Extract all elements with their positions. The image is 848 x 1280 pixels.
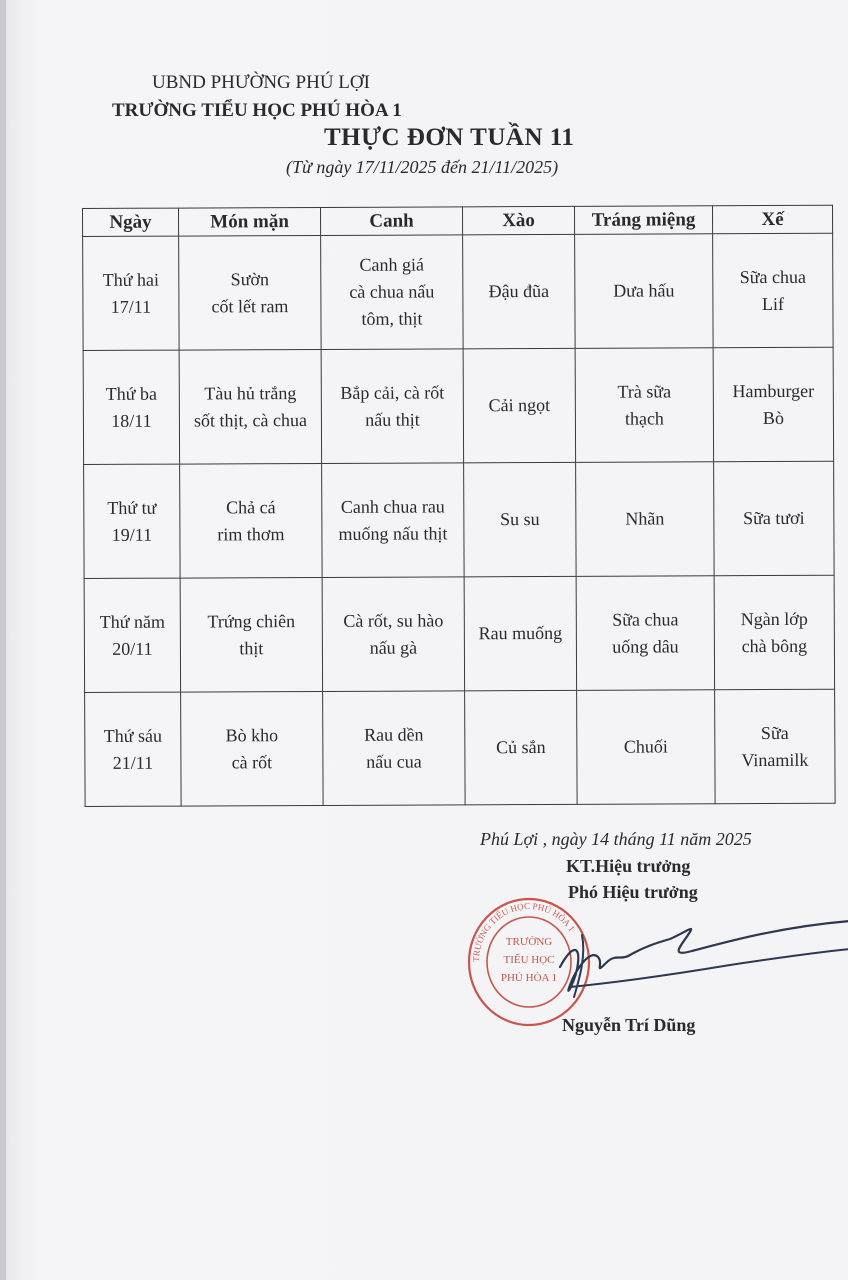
cell-text-line: Bò — [762, 407, 784, 428]
cell-text-line: Đậu đũa — [488, 280, 550, 302]
menu-cell — [321, 235, 463, 350]
table-row — [84, 461, 834, 578]
menu-cell — [713, 233, 833, 348]
cell-text-line: sốt thịt, cà chua — [193, 409, 307, 431]
cell-text-line: thạch — [624, 407, 664, 429]
page-edge-shadow — [0, 0, 6, 1280]
school-name: TRƯỜNG TIỂU HỌC PHÚ HÒA 1 — [112, 100, 402, 121]
cell-text-line: 20/11 — [112, 638, 153, 659]
menu-cell — [576, 462, 714, 577]
cell-text-line: cà chua nấu — [349, 281, 435, 302]
cell-text-line: nấu cua — [366, 751, 422, 772]
cell-text-line: uống dâu — [612, 635, 679, 657]
menu-cell — [463, 234, 575, 348]
column-header: Xế — [712, 205, 832, 234]
cell-text-line: Bò kho — [225, 724, 279, 745]
stamp-center-line: TRƯỜNG — [505, 936, 553, 948]
menu-cell — [715, 689, 835, 804]
cell-text-line: Sữa chua — [739, 266, 806, 287]
table-row — [85, 689, 835, 806]
cell-text-line: Cải ngọt — [488, 394, 551, 416]
cell-text-line: Rau dền — [364, 724, 424, 745]
menu-cell — [465, 690, 577, 804]
day-cell — [84, 464, 180, 578]
column-header: Tráng miệng — [574, 206, 712, 235]
cell-text-line: Sữa — [760, 722, 789, 743]
cell-text-line: Củ sắn — [496, 736, 546, 758]
cell-text-line: cà rốt — [231, 751, 273, 772]
menu-cell — [464, 576, 576, 690]
column-header: Xào — [462, 206, 574, 234]
table-row — [83, 347, 833, 464]
menu-cell — [714, 575, 834, 690]
table-header-row — [83, 205, 833, 236]
cell-text-line: Thứ năm — [99, 611, 165, 632]
cell-text-line: thịt — [239, 637, 264, 658]
cell-text-line: Ngàn lớp — [740, 608, 808, 629]
cell-text-line: Cà rốt, su hào — [343, 609, 444, 631]
cell-text-line: cốt lết ram — [211, 295, 289, 316]
signer-role-title: Phó Hiệu trưởng — [568, 882, 698, 902]
cell-text-line: Sữa chua — [612, 608, 679, 630]
table-row — [84, 575, 834, 692]
signer-name: Nguyễn Trí Dũng — [562, 1015, 696, 1035]
handwritten-signature — [520, 905, 848, 1015]
menu-cell — [576, 576, 714, 691]
table-body — [83, 233, 835, 806]
day-cell — [83, 236, 179, 350]
menu-cell — [714, 461, 834, 576]
menu-cell — [181, 691, 323, 806]
signer-role-acting: KT.Hiệu trưởng — [566, 856, 691, 876]
cell-text-line: nấu thịt — [365, 409, 420, 430]
cell-text-line: chà bông — [741, 635, 808, 656]
column-header: Món mặn — [179, 207, 321, 236]
cell-text-line: Canh giá — [359, 254, 425, 275]
stamp-center-line: PHÚ HÒA 1 — [500, 972, 558, 984]
menu-cell — [577, 690, 715, 805]
menu-cell — [463, 348, 575, 462]
cell-text-line: Bắp cải, cà rốt — [340, 381, 445, 403]
menu-cell — [575, 348, 713, 463]
table-row — [83, 233, 833, 350]
stamp-center-line: TIỂU HỌC — [503, 954, 555, 966]
day-cell — [83, 350, 179, 464]
day-cell — [85, 692, 181, 806]
cell-text-line: Trà sữa — [617, 380, 672, 402]
cell-text-line: Thứ sáu — [103, 725, 162, 746]
cell-text-line: Sườn — [230, 268, 269, 289]
stamp-ring-text: TRƯỜNG TIỂU HỌC PHÚ HÒA 1 — [470, 900, 577, 963]
weekly-menu-table — [82, 205, 836, 807]
document-title: THỰC ĐƠN TUẦN 11 — [324, 124, 575, 151]
cell-text-line: Nhãn — [625, 508, 665, 529]
cell-text-line: 18/11 — [111, 410, 152, 431]
cell-text-line: tôm, thịt — [361, 308, 423, 329]
cell-text-line: rim thơm — [217, 523, 285, 544]
menu-cell — [321, 349, 463, 464]
day-cell — [84, 578, 180, 692]
menu-cell — [713, 347, 833, 462]
cell-text-line: 17/11 — [110, 296, 152, 317]
menu-cell — [180, 463, 322, 578]
cell-text-line: Chả cá — [226, 496, 276, 517]
cell-text-line: muống nấu thịt — [338, 522, 448, 544]
column-header: Canh — [320, 207, 462, 236]
menu-cell — [179, 235, 321, 350]
menu-cell — [323, 691, 465, 806]
menu-cell — [575, 234, 713, 349]
cell-text-line: Tàu hủ trắng — [204, 382, 297, 403]
cell-text-line: Dưa hấu — [613, 280, 675, 301]
menu-cell — [322, 577, 464, 692]
menu-cell — [179, 349, 321, 464]
cell-text-line: 19/11 — [111, 524, 153, 545]
cell-text-line: Lif — [761, 293, 784, 314]
cell-text-line: Trứng chiên — [207, 610, 296, 631]
cell-text-line: Su su — [500, 509, 540, 530]
cell-text-line: Thứ hai — [102, 269, 159, 290]
cell-text-line: nấu gà — [369, 637, 418, 658]
cell-text-line: Thứ tư — [107, 497, 157, 518]
menu-cell — [180, 577, 322, 692]
menu-cell — [322, 463, 464, 578]
cell-text-line: Canh chua rau — [340, 495, 445, 517]
column-header: Ngày — [83, 208, 179, 236]
cell-text-line: Chuối — [623, 736, 668, 757]
cell-text-line: Sữa tươi — [743, 507, 805, 529]
authority-name: UBND PHƯỜNG PHÚ LỢI — [152, 72, 370, 93]
cell-text-line: Rau muống — [478, 622, 563, 644]
place-and-date: Phú Lợi , ngày 14 tháng 11 năm 2025 — [480, 829, 752, 849]
cell-text-line: Vinamilk — [741, 749, 809, 770]
cell-text-line: Thứ ba — [105, 383, 157, 404]
menu-cell — [464, 462, 576, 576]
cell-text-line: Hamburger — [732, 380, 815, 401]
cell-text-line: 21/11 — [112, 752, 154, 773]
date-range: (Từ ngày 17/11/2025 đến 21/11/2025) — [286, 157, 559, 177]
